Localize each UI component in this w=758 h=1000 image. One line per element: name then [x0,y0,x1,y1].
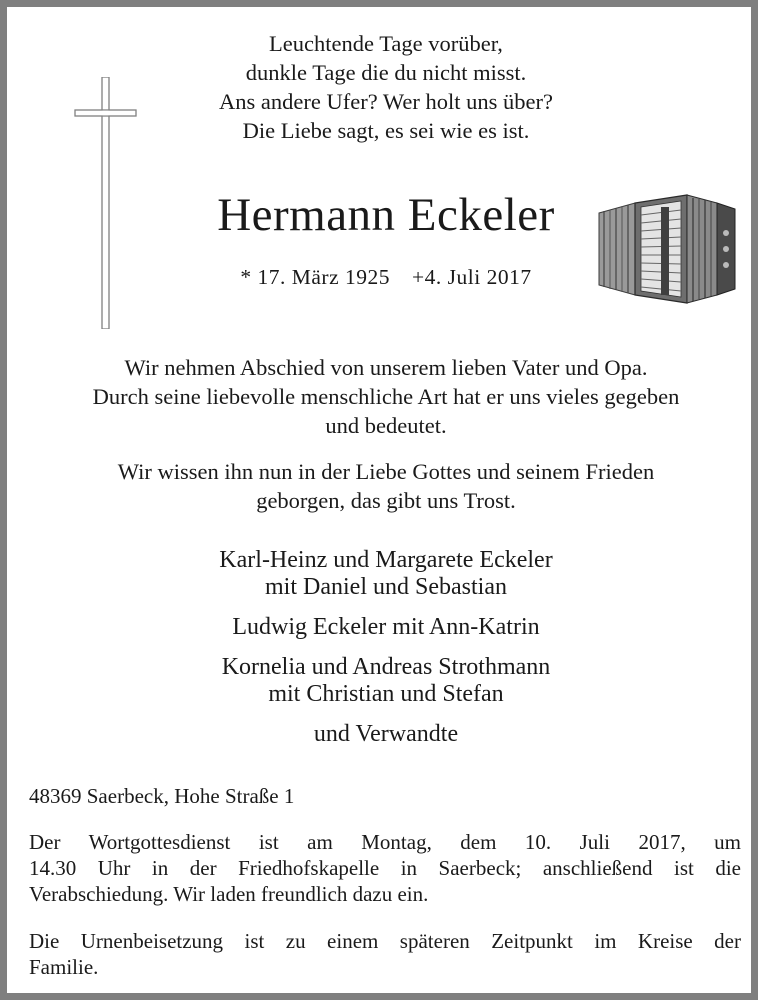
burial-line: Familie. [29,955,99,979]
farewell-text [7,353,758,440]
service-info [29,829,741,907]
service-line: Verabschiedung. Wir laden freundlich dazu ein. [29,882,429,906]
comfort-line: geborgen, das gibt uns Trost. [256,488,516,513]
accordion-icon [595,193,737,305]
farewell-line: und bedeutet. [325,413,447,438]
mourner-line: und Verwandte [313,721,459,747]
mourner-group [7,654,758,708]
burial-line: Die Urnenbeisetzung ist zu einem späteren Zeitpunkt im Kreise der [29,929,741,953]
farewell-line: Durch seine liebevolle menschliche Art hat er uns vieles gegeben [92,384,680,409]
deceased-name: Hermann Eckeler [217,189,555,241]
mourner-line: mit Christian und Stefan [268,681,504,707]
address: 48369 Saerbeck, Hohe Straße 1 [29,784,295,808]
service-line: 14.30 Uhr in der Friedhofskapelle in Saerbeck; anschließend ist die [29,856,741,880]
service-line: Der Wortgottesdienst ist am Montag, dem 10. Juli 2017, um [29,830,741,854]
mourner-group [7,614,758,641]
burial-info [29,928,741,980]
mourner-line: Karl-Heinz und Margarete Eckeler [219,547,553,573]
poem-line: Die Liebe sagt, es sei wie es ist. [242,118,530,143]
mourners-list [7,547,758,761]
comfort-text [7,457,758,515]
mourner-line: Kornelia und Andreas Strothmann [221,654,551,680]
birth-date: * 17. März 1925 [240,265,391,289]
comfort-line: Wir wissen ihn nun in der Liebe Gottes und seinem Frieden [117,459,655,484]
poem-line: Ans andere Ufer? Wer holt uns über? [219,89,553,114]
mourner-group [7,547,758,601]
mourner-group [7,721,758,748]
mourner-line: Ludwig Eckeler mit Ann-Katrin [232,614,540,640]
farewell-line: Wir nehmen Abschied von unserem lieben Vater und Opa. [124,355,648,380]
mourner-line: mit Daniel und Sebastian [265,574,507,600]
death-date: +4. Juli 2017 [412,265,532,289]
poem-line: dunkle Tage die du nicht misst. [245,60,527,85]
poem-line: Leuchtende Tage vorüber, [269,31,503,56]
